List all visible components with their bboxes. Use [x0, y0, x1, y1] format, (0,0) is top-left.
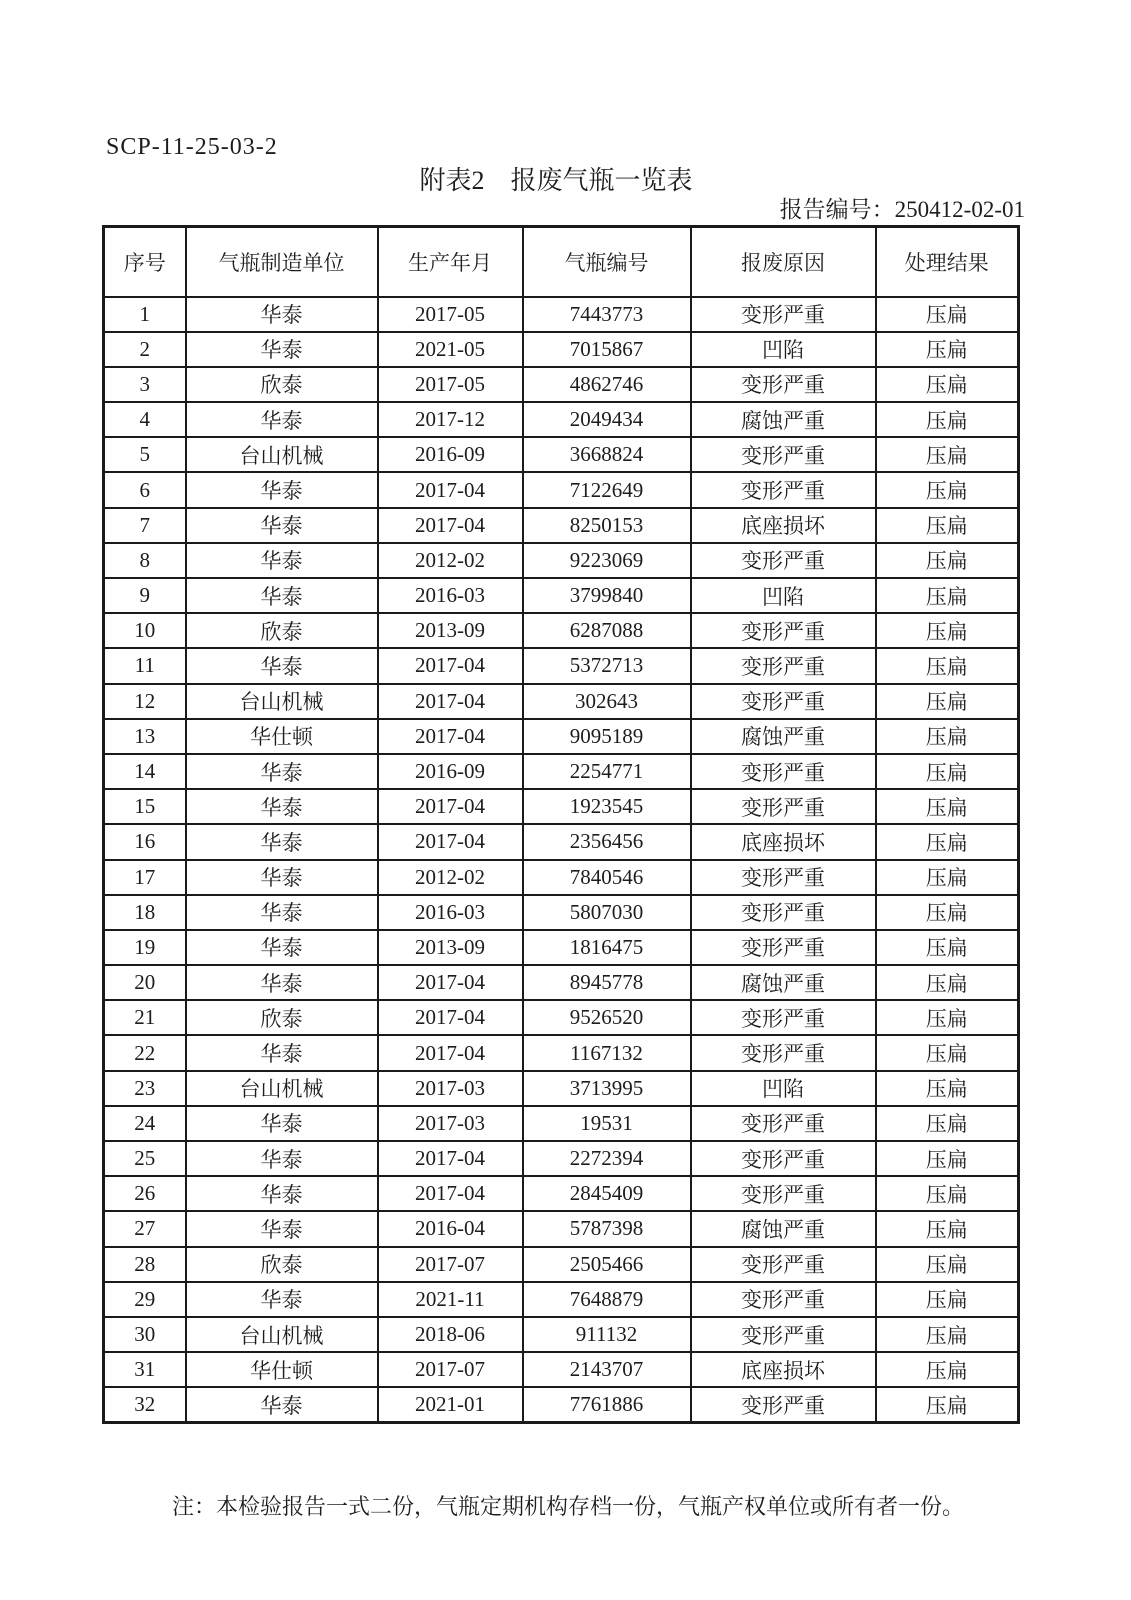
cell-production-date: 2017-04	[378, 1176, 523, 1211]
cell-manufacturer: 台山机械	[186, 684, 378, 719]
cell-scrap-reason: 变形严重	[691, 860, 876, 895]
cell-scrap-reason: 变形严重	[691, 1247, 876, 1282]
column-header-scrap-reason: 报废原因	[691, 227, 876, 297]
cell-disposal-result: 压扁	[876, 437, 1019, 472]
table-row	[104, 508, 1019, 543]
cell-manufacturer: 欣泰	[186, 1000, 378, 1035]
cell-cylinder-no: 9526520	[523, 1000, 691, 1035]
table-row	[104, 1141, 1019, 1176]
table-row	[104, 1352, 1019, 1387]
cell-disposal-result: 压扁	[876, 1387, 1019, 1422]
table-row	[104, 1106, 1019, 1141]
cell-scrap-reason: 变形严重	[691, 472, 876, 507]
report-number: 报告编号：250412-02-01	[779, 197, 1025, 222]
cell-manufacturer: 华泰	[186, 930, 378, 965]
cell-index: 20	[104, 965, 186, 1000]
cell-scrap-reason: 腐蚀严重	[691, 965, 876, 1000]
cell-production-date: 2013-09	[378, 613, 523, 648]
cell-manufacturer: 华泰	[186, 648, 378, 683]
cell-disposal-result: 压扁	[876, 1176, 1019, 1211]
cell-index: 13	[104, 719, 186, 754]
cell-manufacturer: 华泰	[186, 332, 378, 367]
cell-disposal-result: 压扁	[876, 895, 1019, 930]
cell-cylinder-no: 3713995	[523, 1071, 691, 1106]
scrap-cylinder-table	[102, 225, 1020, 1424]
table-row	[104, 719, 1019, 754]
cell-disposal-result: 压扁	[876, 719, 1019, 754]
cell-production-date: 2017-03	[378, 1106, 523, 1141]
cell-disposal-result: 压扁	[876, 508, 1019, 543]
table-row	[104, 367, 1019, 402]
cell-scrap-reason: 变形严重	[691, 297, 876, 332]
cell-disposal-result: 压扁	[876, 367, 1019, 402]
cell-disposal-result: 压扁	[876, 578, 1019, 613]
cell-disposal-result: 压扁	[876, 1106, 1019, 1141]
cell-production-date: 2017-04	[378, 965, 523, 1000]
cell-scrap-reason: 凹陷	[691, 578, 876, 613]
cell-production-date: 2021-11	[378, 1282, 523, 1317]
cell-production-date: 2013-09	[378, 930, 523, 965]
cell-manufacturer: 欣泰	[186, 1247, 378, 1282]
cell-index: 15	[104, 789, 186, 824]
table-row	[104, 1247, 1019, 1282]
cell-manufacturer: 台山机械	[186, 1317, 378, 1352]
table-row	[104, 895, 1019, 930]
cell-index: 22	[104, 1035, 186, 1070]
table-row	[104, 578, 1019, 613]
footnote: 注：本检验报告一式二份，气瓶定期机构存档一份，气瓶产权单位或所有者一份。	[172, 1494, 965, 1519]
cell-scrap-reason: 底座损坏	[691, 1352, 876, 1387]
cell-production-date: 2016-09	[378, 754, 523, 789]
cell-disposal-result: 压扁	[876, 930, 1019, 965]
table-row	[104, 824, 1019, 859]
cell-index: 26	[104, 1176, 186, 1211]
cell-cylinder-no: 8945778	[523, 965, 691, 1000]
cell-production-date: 2016-03	[378, 578, 523, 613]
cell-index: 11	[104, 648, 186, 683]
cell-index: 2	[104, 332, 186, 367]
cell-index: 17	[104, 860, 186, 895]
cell-production-date: 2021-05	[378, 332, 523, 367]
cell-index: 1	[104, 297, 186, 332]
cell-scrap-reason: 变形严重	[691, 543, 876, 578]
table-row	[104, 684, 1019, 719]
cell-scrap-reason: 底座损坏	[691, 824, 876, 859]
cell-scrap-reason: 变形严重	[691, 684, 876, 719]
cell-disposal-result: 压扁	[876, 332, 1019, 367]
cell-production-date: 2018-06	[378, 1317, 523, 1352]
cell-scrap-reason: 腐蚀严重	[691, 402, 876, 437]
cell-index: 19	[104, 930, 186, 965]
table-row	[104, 613, 1019, 648]
cell-cylinder-no: 302643	[523, 684, 691, 719]
cell-cylinder-no: 2049434	[523, 402, 691, 437]
cell-index: 4	[104, 402, 186, 437]
cell-production-date: 2016-09	[378, 437, 523, 472]
cell-scrap-reason: 腐蚀严重	[691, 1211, 876, 1246]
column-header-production-date: 生产年月	[378, 227, 523, 297]
cell-production-date: 2017-03	[378, 1071, 523, 1106]
cell-production-date: 2016-03	[378, 895, 523, 930]
cell-index: 32	[104, 1387, 186, 1422]
cell-disposal-result: 压扁	[876, 1211, 1019, 1246]
cell-scrap-reason: 变形严重	[691, 1106, 876, 1141]
cell-cylinder-no: 3799840	[523, 578, 691, 613]
cell-production-date: 2017-04	[378, 508, 523, 543]
cell-manufacturer: 华泰	[186, 578, 378, 613]
cell-index: 6	[104, 472, 186, 507]
cell-disposal-result: 压扁	[876, 754, 1019, 789]
cell-index: 27	[104, 1211, 186, 1246]
doc-code: SCP-11-25-03-2	[106, 134, 278, 160]
cell-disposal-result: 压扁	[876, 543, 1019, 578]
cell-manufacturer: 华泰	[186, 965, 378, 1000]
cell-production-date: 2021-01	[378, 1387, 523, 1422]
cell-manufacturer: 华泰	[186, 472, 378, 507]
cell-index: 3	[104, 367, 186, 402]
cell-index: 29	[104, 1282, 186, 1317]
cell-manufacturer: 华泰	[186, 824, 378, 859]
cell-manufacturer: 华仕顿	[186, 1352, 378, 1387]
cell-cylinder-no: 2356456	[523, 824, 691, 859]
cell-scrap-reason: 变形严重	[691, 613, 876, 648]
cell-cylinder-no: 1923545	[523, 789, 691, 824]
cell-cylinder-no: 911132	[523, 1317, 691, 1352]
table-row	[104, 860, 1019, 895]
cell-cylinder-no: 2254771	[523, 754, 691, 789]
cell-cylinder-no: 7761886	[523, 1387, 691, 1422]
cell-disposal-result: 压扁	[876, 965, 1019, 1000]
cell-scrap-reason: 底座损坏	[691, 508, 876, 543]
cell-index: 30	[104, 1317, 186, 1352]
table-row	[104, 1071, 1019, 1106]
table-row	[104, 543, 1019, 578]
cell-production-date: 2017-07	[378, 1247, 523, 1282]
cell-production-date: 2012-02	[378, 543, 523, 578]
column-header-cylinder-no: 气瓶编号	[523, 227, 691, 297]
page-title: 附表2 报废气瓶一览表	[419, 166, 693, 195]
cell-manufacturer: 华泰	[186, 508, 378, 543]
cell-index: 9	[104, 578, 186, 613]
table-row	[104, 332, 1019, 367]
cell-disposal-result: 压扁	[876, 1247, 1019, 1282]
cell-cylinder-no: 7122649	[523, 472, 691, 507]
cell-scrap-reason: 变形严重	[691, 930, 876, 965]
table-row	[104, 297, 1019, 332]
table-row	[104, 754, 1019, 789]
cell-disposal-result: 压扁	[876, 402, 1019, 437]
cell-index: 23	[104, 1071, 186, 1106]
table-row	[104, 1317, 1019, 1352]
cell-production-date: 2017-04	[378, 1000, 523, 1035]
cell-manufacturer: 台山机械	[186, 1071, 378, 1106]
cell-manufacturer: 华泰	[186, 1211, 378, 1246]
cell-manufacturer: 华泰	[186, 1106, 378, 1141]
cell-disposal-result: 压扁	[876, 1141, 1019, 1176]
table-row	[104, 437, 1019, 472]
cell-disposal-result: 压扁	[876, 684, 1019, 719]
cell-index: 18	[104, 895, 186, 930]
cell-disposal-result: 压扁	[876, 1071, 1019, 1106]
table-row	[104, 1282, 1019, 1317]
cell-manufacturer: 华泰	[186, 789, 378, 824]
cell-cylinder-no: 1167132	[523, 1035, 691, 1070]
cell-disposal-result: 压扁	[876, 860, 1019, 895]
cell-index: 8	[104, 543, 186, 578]
cell-cylinder-no: 5807030	[523, 895, 691, 930]
cell-cylinder-no: 8250153	[523, 508, 691, 543]
cell-index: 7	[104, 508, 186, 543]
cell-disposal-result: 压扁	[876, 613, 1019, 648]
cell-disposal-result: 压扁	[876, 1000, 1019, 1035]
table-row	[104, 1176, 1019, 1211]
cell-cylinder-no: 2143707	[523, 1352, 691, 1387]
cell-scrap-reason: 变形严重	[691, 367, 876, 402]
cell-scrap-reason: 凹陷	[691, 1071, 876, 1106]
cell-manufacturer: 台山机械	[186, 437, 378, 472]
cell-cylinder-no: 7840546	[523, 860, 691, 895]
cell-cylinder-no: 9095189	[523, 719, 691, 754]
cell-cylinder-no: 6287088	[523, 613, 691, 648]
cell-manufacturer: 华泰	[186, 543, 378, 578]
cell-manufacturer: 华泰	[186, 297, 378, 332]
cell-production-date: 2017-12	[378, 402, 523, 437]
cell-manufacturer: 华泰	[186, 1282, 378, 1317]
cell-cylinder-no: 5787398	[523, 1211, 691, 1246]
cell-manufacturer: 华泰	[186, 895, 378, 930]
cell-production-date: 2017-04	[378, 824, 523, 859]
cell-production-date: 2017-04	[378, 1141, 523, 1176]
cell-production-date: 2017-04	[378, 684, 523, 719]
column-header-manufacturer: 气瓶制造单位	[186, 227, 378, 297]
cell-cylinder-no: 19531	[523, 1106, 691, 1141]
cell-cylinder-no: 5372713	[523, 648, 691, 683]
cell-production-date: 2017-04	[378, 648, 523, 683]
cell-scrap-reason: 凹陷	[691, 332, 876, 367]
cell-disposal-result: 压扁	[876, 824, 1019, 859]
cell-manufacturer: 华泰	[186, 1141, 378, 1176]
cell-index: 21	[104, 1000, 186, 1035]
cell-manufacturer: 华仕顿	[186, 719, 378, 754]
column-header-disposal-result: 处理结果	[876, 227, 1019, 297]
cell-manufacturer: 华泰	[186, 402, 378, 437]
cell-cylinder-no: 7648879	[523, 1282, 691, 1317]
cell-index: 12	[104, 684, 186, 719]
table-row	[104, 402, 1019, 437]
cell-disposal-result: 压扁	[876, 472, 1019, 507]
table-row	[104, 1211, 1019, 1246]
cell-disposal-result: 压扁	[876, 1282, 1019, 1317]
cell-index: 31	[104, 1352, 186, 1387]
cell-index: 10	[104, 613, 186, 648]
cell-cylinder-no: 1816475	[523, 930, 691, 965]
cell-scrap-reason: 变形严重	[691, 1035, 876, 1070]
table-row	[104, 965, 1019, 1000]
cell-scrap-reason: 变形严重	[691, 437, 876, 472]
cell-cylinder-no: 7015867	[523, 332, 691, 367]
cell-cylinder-no: 2845409	[523, 1176, 691, 1211]
cell-scrap-reason: 变形严重	[691, 895, 876, 930]
cell-disposal-result: 压扁	[876, 1035, 1019, 1070]
cell-manufacturer: 欣泰	[186, 367, 378, 402]
cell-disposal-result: 压扁	[876, 297, 1019, 332]
cell-manufacturer: 华泰	[186, 754, 378, 789]
cell-scrap-reason: 变形严重	[691, 1387, 876, 1422]
scrap-table-body	[104, 297, 1019, 1423]
cell-scrap-reason: 腐蚀严重	[691, 719, 876, 754]
cell-production-date: 2017-04	[378, 472, 523, 507]
table-row	[104, 930, 1019, 965]
cell-scrap-reason: 变形严重	[691, 1000, 876, 1035]
cell-index: 25	[104, 1141, 186, 1176]
cell-cylinder-no: 2272394	[523, 1141, 691, 1176]
cell-disposal-result: 压扁	[876, 648, 1019, 683]
cell-scrap-reason: 变形严重	[691, 1282, 876, 1317]
cell-cylinder-no: 2505466	[523, 1247, 691, 1282]
cell-manufacturer: 华泰	[186, 1176, 378, 1211]
cell-cylinder-no: 9223069	[523, 543, 691, 578]
cell-production-date: 2017-05	[378, 367, 523, 402]
cell-manufacturer: 华泰	[186, 1035, 378, 1070]
table-row	[104, 1387, 1019, 1422]
cell-cylinder-no: 3668824	[523, 437, 691, 472]
column-header-index: 序号	[104, 227, 186, 297]
cell-disposal-result: 压扁	[876, 1352, 1019, 1387]
cell-production-date: 2012-02	[378, 860, 523, 895]
table-row	[104, 648, 1019, 683]
cell-production-date: 2017-04	[378, 719, 523, 754]
cell-manufacturer: 华泰	[186, 860, 378, 895]
cell-production-date: 2017-05	[378, 297, 523, 332]
table-row	[104, 1000, 1019, 1035]
cell-cylinder-no: 4862746	[523, 367, 691, 402]
cell-scrap-reason: 变形严重	[691, 648, 876, 683]
cell-production-date: 2017-04	[378, 1035, 523, 1070]
cell-scrap-reason: 变形严重	[691, 1317, 876, 1352]
cell-scrap-reason: 变形严重	[691, 1141, 876, 1176]
cell-scrap-reason: 变形严重	[691, 1176, 876, 1211]
cell-disposal-result: 压扁	[876, 789, 1019, 824]
cell-cylinder-no: 7443773	[523, 297, 691, 332]
cell-manufacturer: 华泰	[186, 1387, 378, 1422]
table-row	[104, 789, 1019, 824]
cell-disposal-result: 压扁	[876, 1317, 1019, 1352]
cell-index: 16	[104, 824, 186, 859]
cell-manufacturer: 欣泰	[186, 613, 378, 648]
cell-index: 28	[104, 1247, 186, 1282]
table-row	[104, 1035, 1019, 1070]
cell-index: 5	[104, 437, 186, 472]
cell-scrap-reason: 变形严重	[691, 789, 876, 824]
cell-index: 24	[104, 1106, 186, 1141]
table-row	[104, 472, 1019, 507]
cell-scrap-reason: 变形严重	[691, 754, 876, 789]
cell-production-date: 2016-04	[378, 1211, 523, 1246]
cell-production-date: 2017-04	[378, 789, 523, 824]
table-header-row	[104, 227, 1019, 297]
cell-production-date: 2017-07	[378, 1352, 523, 1387]
cell-index: 14	[104, 754, 186, 789]
